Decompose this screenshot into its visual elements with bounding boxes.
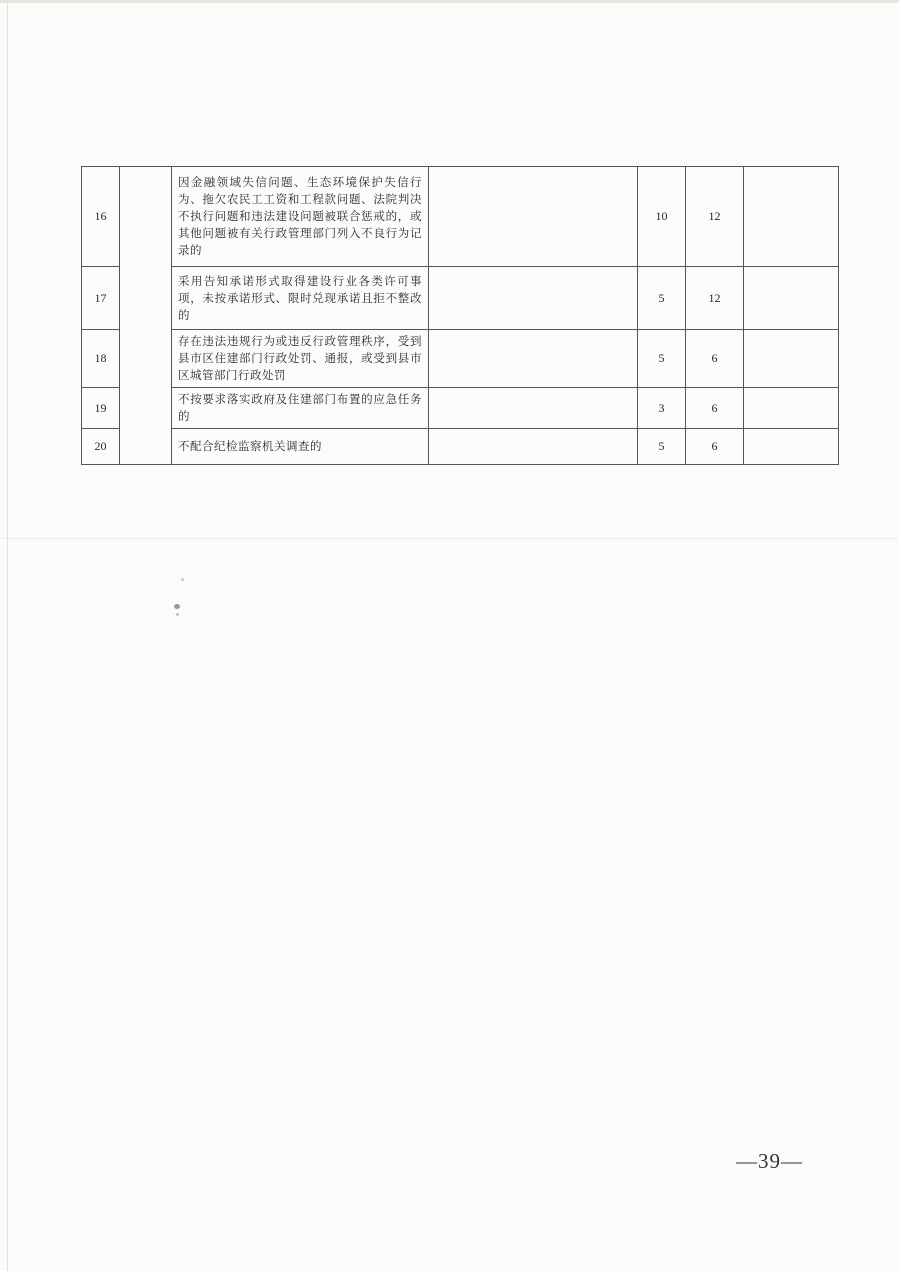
scan-left-edge [7,0,8,1271]
row-remark [744,267,839,330]
category-cell [120,167,172,465]
row-remark [744,167,839,267]
row-number: 19 [82,388,120,429]
scan-speck [176,613,179,616]
scan-speck [181,578,184,581]
row-standard [429,267,638,330]
row-number: 20 [82,429,120,465]
table-row [82,267,839,330]
row-score-a: 3 [638,388,686,429]
row-number: 16 [82,167,120,267]
row-score-b: 12 [686,167,744,267]
row-score-b: 6 [686,330,744,388]
row-number: 18 [82,330,120,388]
table-row [82,167,839,267]
table-row [82,388,839,429]
table-row [82,429,839,465]
row-score-a: 5 [638,429,686,465]
row-description: 因金融领域失信问题、生态环境保护失信行为、拖欠农民工工资和工程款问题、法院判决不执行问题和违法建设问题被联合惩戒的，或其他问题被有关行政管理部门列入不良行为记录的 [172,167,429,267]
row-description: 采用告知承诺形式取得建设行业各类许可事项，未按承诺形式、限时兑现承诺且拒不整改的 [172,267,429,330]
table-row [82,330,839,388]
row-standard [429,330,638,388]
row-score-b: 6 [686,388,744,429]
row-remark [744,388,839,429]
row-score-a: 5 [638,330,686,388]
scan-fold-line [0,538,899,539]
row-description: 不按要求落实政府及住建部门布置的应急任务的 [172,388,429,429]
row-standard [429,388,638,429]
row-score-b: 6 [686,429,744,465]
row-description: 不配合纪检监察机关调查的 [172,429,429,465]
row-number: 17 [82,267,120,330]
row-standard [429,167,638,267]
scan-top-edge [0,0,899,3]
row-standard [429,429,638,465]
row-description: 存在违法违规行为或违反行政管理秩序，受到县市区住建部门行政处罚、通报，或受到县市区城管部门行政处罚 [172,330,429,388]
row-remark [744,330,839,388]
scan-speck [174,604,180,609]
row-score-a: 10 [638,167,686,267]
row-score-a: 5 [638,267,686,330]
page-number: —39— [736,1149,803,1173]
row-score-b: 12 [686,267,744,330]
row-remark [744,429,839,465]
scoring-table [81,166,839,465]
